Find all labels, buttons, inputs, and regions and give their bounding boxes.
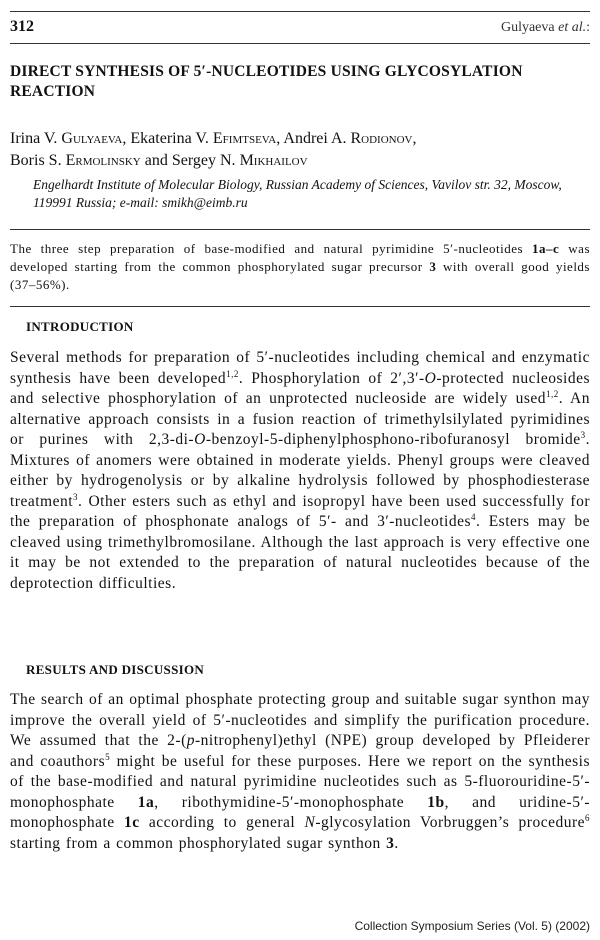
introduction-heading: INTRODUCTION <box>26 319 134 334</box>
results-heading: RESULTS AND DISCUSSION <box>26 662 205 677</box>
author-name: Andrei A. Rodionov <box>283 130 413 147</box>
page-number: 312 <box>10 18 34 35</box>
abstract-top-rule <box>10 229 590 230</box>
author-name: Sergey N. Mikhailov <box>171 152 308 169</box>
header-bottom-rule <box>10 43 590 44</box>
abstract: The three step preparation of base-modified and natural pyrimidine 5′-nucleotides 1a–c was developed starting from the common phosphorylated sugar precursor 3 with overall good yields (37–56%). <box>10 241 591 292</box>
header-top-rule <box>10 11 590 12</box>
affiliation: Engelhardt Institute of Molecular Biology, Russian Academy of Sciences, Vavilov str. 32, Moscow, 119991 Russia; e-mail: smikh@eimb.ru <box>33 177 562 210</box>
author-name: Boris S. Ermolinsky <box>10 152 141 169</box>
introduction-text: Several methods for preparation of 5′-nucleotides including chemical and enzymatic synthesis have been developed$^{1,2}$. Phosphorylation of 2′,3′-O-protected nucleosides and selective phosphorylation of an unprotected nucleoside are widely used$^{1,2}$. An alternative approach consists in a fusion reaction of trimethylsilylated pyrimidines or purines with 2,3-di-O-benzoyl-5-diphenylphosphono-ribofuranosyl bromide$^3$. Mixtures of anomers were obtained in moderate yields. Phenyl groups were cleaved either by hydrogenolysis or by alkaline hydrolysis followed by phosphodiesterase treatment$^3$. Other esters such as ethyl and isopropyl have been used successfully for the preparation of phosphonate analogs of 5′- and 3′-nucleotides$^4$. Esters may be cleaved using trimethylbromosilane. Although the last approach is very effective one it may be not extended to the preparation of natural nucleotides because of the deprotection difficulties. <box>10 349 591 592</box>
author-list: Irina V. Gulyaeva, Ekaterina V. Efimtseva, Andrei A. Rodionov, Boris S. Ermolinsky and Sergey N. Mikhailov <box>10 130 417 169</box>
running-head: Gulyaeva et al.: <box>500 20 590 35</box>
footer-citation: Collection Symposium Series (Vol. 5) (2002) <box>354 919 590 933</box>
author-name: Irina V. Gulyaeva <box>10 130 123 147</box>
author-name: Ekaterina V. Efimtseva <box>130 130 277 147</box>
abstract-bottom-rule <box>10 306 590 307</box>
results-text: The search of an optimal phosphate protecting group and suitable sugar synthon may improve the overall yield of 5′-nucleotides and simplify the purification procedure. We assumed that the 2-(p-nitrophenyl)ethyl (NPE) group developed by Pfleiderer and coauthors$^5$ might be useful for these purposes. Here we report on the synthesis of the base-modified and natural pyrimidine nucleotides such as 5-fluorouridine-5′-monophosphate 1a, ribothymidine-5′-monophosphate 1b, and uridine-5′-monophosphate 1c according to general N-glycosylation Vorbruggen’s procedure$^6$ starting from a common phosphorylated sugar synthon 3. <box>10 691 591 852</box>
article-title: DIRECT SYNTHESIS OF 5′-NUCLEOTIDES USING GLYCOSYLATION REACTION <box>10 63 523 100</box>
